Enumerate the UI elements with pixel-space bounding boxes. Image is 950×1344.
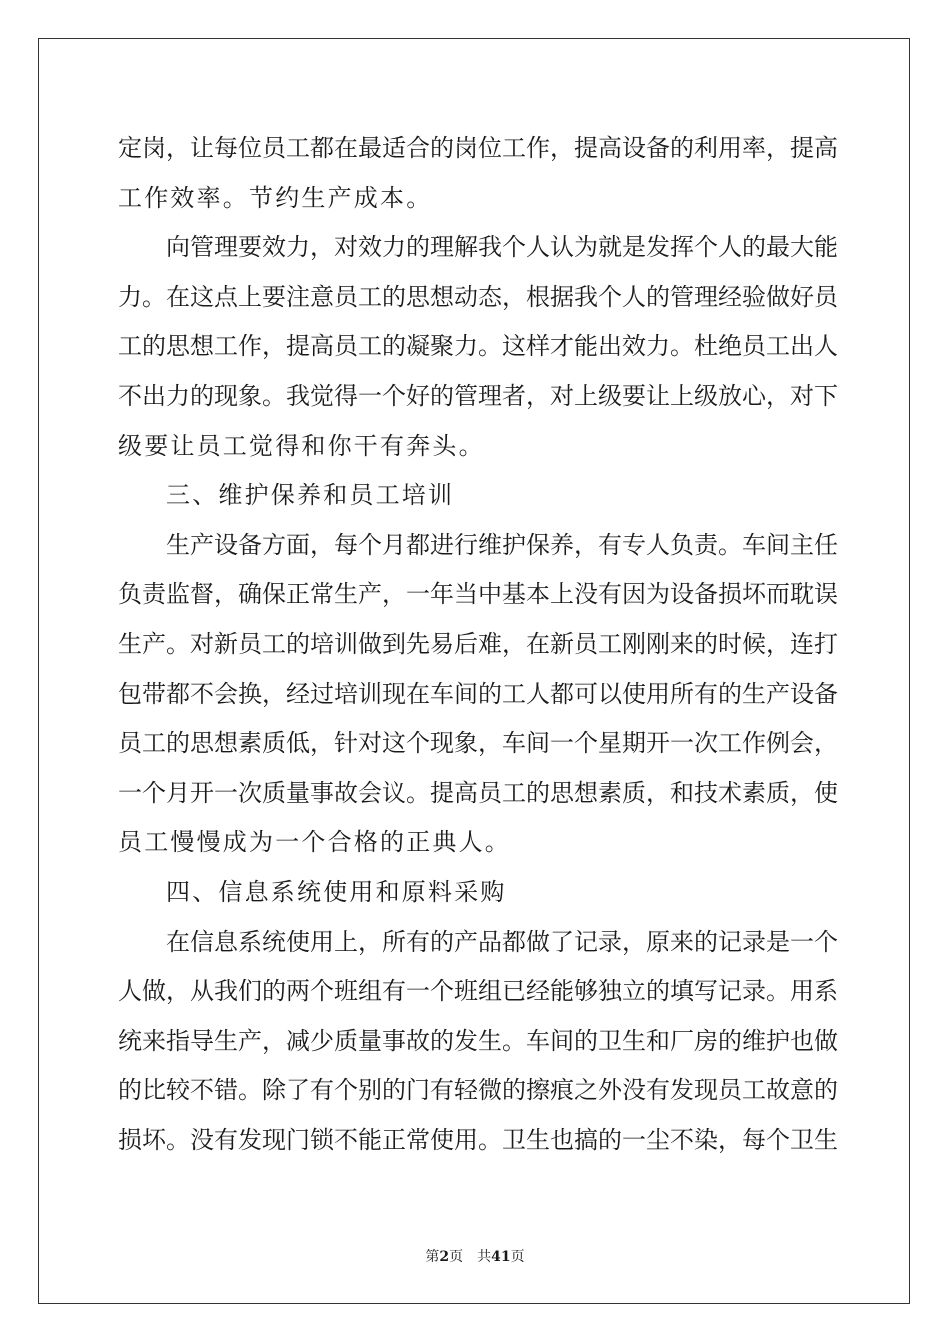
text-line: 定岗，让每位员工都在最适合的岗位工作，提高设备的利用率，提高 — [118, 134, 838, 162]
text-line: 一个月开一次质量事故会议。提高员工的思想素质，和技术素质，使 — [118, 778, 838, 807]
page-suffix: 页 — [449, 1249, 464, 1265]
text-line: 向管理要效力，对效力的理解我个人认为就是发挥个人的最大能 — [166, 233, 838, 262]
text-line: 负责监督，确保正常生产，一年当中基本上没有因为设备损坏而耽误 — [118, 580, 838, 609]
text-line: 工的思想工作，提高员工的凝聚力。这样才能出效力。杜绝员工出人 — [118, 332, 838, 361]
text-line: 级要让员工觉得和你干有奔头。 — [118, 431, 485, 460]
text-line: 损坏。没有发现门锁不能正常使用。卫生也搞的一尘不染，每个卫生 — [118, 1125, 838, 1154]
text-line: 人做，从我们的两个班组有一个班组已经能够独立的填写记录。用系 — [118, 977, 838, 1006]
text-line: 生产。对新员工的培训做到先易后难，在新员工刚刚来的时候，连打 — [118, 629, 838, 658]
text-line: 力。在这点上要注意员工的思想动态，根据我个人的管理经验做好员 — [118, 282, 838, 311]
section-heading: 四、信息系统使用和原料采购 — [166, 877, 507, 906]
page-prefix: 第 — [425, 1249, 440, 1265]
text-line: 的比较不错。除了有个别的门有轻微的擦痕之外没有发现员工故意的 — [118, 1076, 838, 1105]
text-line: 生产设备方面，每个月都进行维护保养，有专人负责。车间主任 — [166, 530, 838, 559]
text-line: 统来指导生产，减少质量事故的发生。车间的卫生和厂房的维护也做 — [118, 1026, 838, 1055]
total-prefix: 共 — [477, 1249, 492, 1265]
text-line: 员工慢慢成为一个合格的正典人。 — [118, 828, 511, 857]
document-body — [118, 124, 838, 1165]
total-suffix: 页 — [510, 1249, 525, 1265]
total-pages: 41 — [491, 1249, 511, 1265]
page-footer — [0, 1246, 950, 1266]
text-line: 员工的思想素质低，针对这个现象，车间一个星期开一次工作例会， — [118, 729, 838, 758]
section-heading: 三、维护保养和员工培训 — [166, 481, 455, 510]
page-number: 2 — [439, 1249, 450, 1265]
text-line: 包带都不会换，经过培训现在车间的工人都可以使用所有的生产设备 — [118, 679, 838, 708]
text-line: 在信息系统使用上，所有的产品都做了记录，原来的记录是一个 — [166, 927, 838, 956]
text-line: 不出力的现象。我觉得一个好的管理者，对上级要让上级放心，对下 — [118, 381, 838, 410]
text-line: 工作效率。节约生产成本。 — [118, 183, 433, 212]
